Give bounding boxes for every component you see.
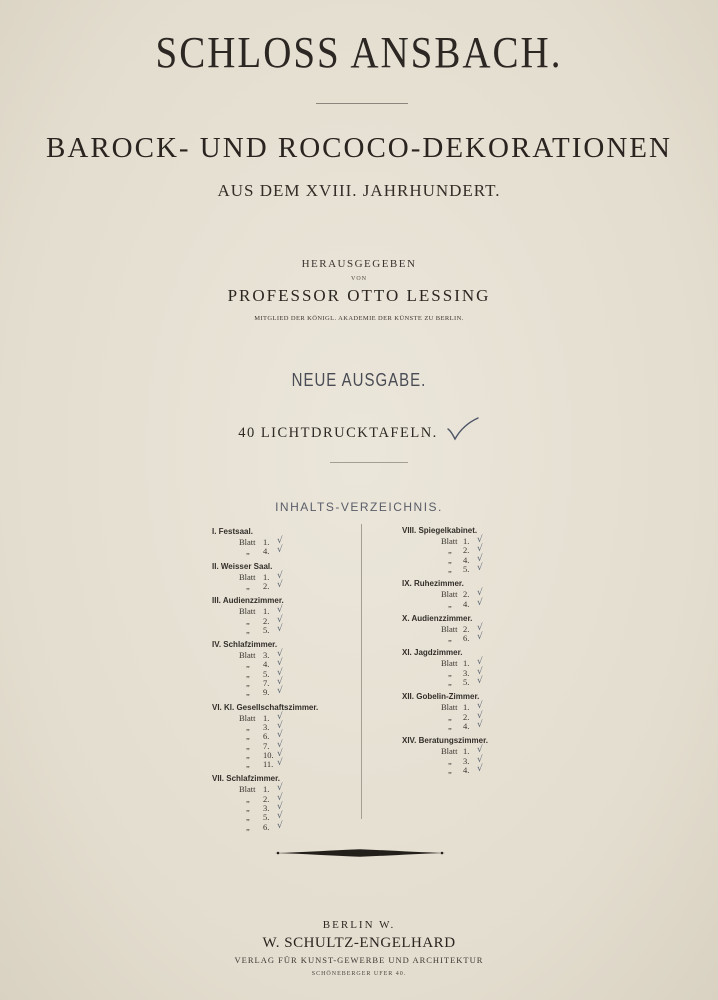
pencil-tick-icon: √	[277, 783, 283, 794]
ditto-mark: „	[246, 580, 250, 591]
toc-section-title: III. Audienzzimmer.	[212, 596, 284, 606]
ditto-mark: „	[246, 803, 250, 813]
ditto-mark: „	[448, 554, 452, 565]
ditto-mark: „	[448, 598, 452, 609]
blatt-label: Blatt	[239, 712, 256, 723]
plate-number: 4.	[463, 764, 470, 775]
pencil-tick-icon: √	[477, 622, 483, 633]
imprint-city: BERLIN W.	[322, 919, 396, 931]
handwritten-check-icon	[446, 417, 480, 446]
ditto-mark: „	[246, 759, 250, 770]
pencil-tick-icon: √	[277, 748, 283, 759]
imprint-address: SCHÖNEBERGER UFER 40.	[311, 971, 407, 977]
page-title: SCHLOSS ANSBACH.	[155, 27, 563, 78]
plates-text: 40 LICHTDRUCKTAFELN.	[238, 425, 438, 441]
plate-number: 1.	[463, 536, 470, 546]
pencil-tick-icon: √	[277, 802, 283, 812]
plate-number: 1.	[263, 606, 270, 617]
pencil-tick-icon: √	[477, 666, 483, 677]
toc-section-title: XII. Gobelin-Zimmer.	[402, 692, 480, 702]
pencil-tick-icon: √	[277, 686, 283, 697]
toc-section-title: I. Festsaal.	[212, 527, 253, 536]
toc-section-title: X. Audienzzimmer.	[402, 613, 473, 623]
blatt-label: Blatt	[441, 536, 458, 546]
pencil-tick-icon: √	[277, 667, 283, 678]
plate-number: 2.	[463, 545, 470, 556]
pencil-tick-icon: √	[477, 701, 483, 712]
pencil-tick-icon: √	[477, 676, 483, 686]
pencil-tick-icon: √	[477, 657, 483, 668]
plate-number: 3.	[263, 721, 270, 732]
ditto-mark: „	[246, 821, 250, 832]
pencil-tick-icon: √	[277, 605, 283, 616]
ditto-mark: „	[448, 633, 452, 644]
toc-section-title: VI. Kl. Gesellschaftszimmer.	[212, 702, 319, 712]
plate-number: 1.	[263, 537, 270, 547]
plate-number: 5.	[463, 563, 470, 574]
plate-number: 10.	[263, 749, 274, 760]
pencil-tick-icon: √	[277, 570, 283, 581]
blatt-label: Blatt	[441, 623, 458, 634]
pencil-tick-icon: √	[277, 545, 283, 556]
plate-number: 6.	[263, 731, 270, 742]
plate-number: 6.	[463, 633, 470, 644]
pencil-tick-icon: √	[277, 811, 283, 822]
plate-number: 1.	[463, 746, 470, 757]
pencil-tick-icon: √	[277, 579, 283, 590]
ditto-mark: „	[246, 546, 250, 557]
plate-number: 2.	[263, 793, 270, 804]
ditto-mark: „	[246, 740, 250, 751]
toc-section-title: VIII. Spiegelkabinet.	[402, 526, 478, 535]
plate-number: 4.	[263, 659, 270, 670]
blatt-label: Blatt	[239, 650, 256, 661]
toc-rule	[330, 462, 408, 463]
plate-number: 5.	[463, 677, 470, 687]
subtitle-century: AUS DEM XVIII. JAHRHUNDERT.	[217, 181, 501, 200]
blatt-label: Blatt	[441, 589, 458, 600]
plate-number: 1.	[463, 658, 470, 669]
edition-label: NEUE AUSGABE.	[291, 370, 427, 391]
ditto-mark: „	[246, 812, 250, 823]
ditto-mark: „	[448, 545, 452, 556]
ditto-mark: „	[448, 667, 452, 678]
pencil-tick-icon: √	[477, 562, 483, 573]
plate-number: 3.	[263, 650, 270, 661]
pencil-tick-icon: √	[277, 758, 283, 769]
plate-number: 2.	[463, 589, 470, 600]
ditto-mark: „	[448, 720, 452, 731]
plate-number: 3.	[463, 755, 470, 766]
plate-number: 2.	[463, 711, 470, 722]
plates-count	[0, 413, 718, 442]
title-rule	[316, 103, 408, 104]
pencil-tick-icon: √	[477, 745, 483, 756]
plate-number: 7.	[263, 678, 270, 688]
toc-title: INHALTS-VERZEICHNIS.	[275, 500, 443, 514]
pencil-tick-icon: √	[277, 711, 283, 722]
ditto-mark: „	[246, 678, 250, 688]
blatt-label: Blatt	[441, 746, 458, 757]
editor-membership: MITGLIED DER KÖNIGL. AKADEMIE DER KÜNSTE ZU BERLIN.	[254, 315, 464, 322]
toc-section-title: IX. Ruhezimmer.	[402, 579, 464, 589]
pencil-tick-icon: √	[477, 597, 483, 608]
plate-number: 2.	[463, 623, 470, 634]
ditto-mark: „	[246, 793, 250, 804]
imprint-publisher: W. SCHULTZ-ENGELHARD	[262, 935, 456, 951]
von-label: VON	[351, 276, 367, 282]
plate-number: 4.	[263, 546, 270, 557]
ditto-mark: „	[246, 659, 250, 670]
ornament-rule-icon	[274, 847, 446, 859]
blatt-label: Blatt	[239, 606, 256, 617]
ditto-mark: „	[246, 721, 250, 732]
plate-number: 1.	[463, 702, 470, 713]
plate-number: 2.	[263, 615, 270, 626]
blatt-label: Blatt	[239, 537, 256, 547]
plate-number: 5.	[263, 624, 270, 635]
pencil-tick-icon: √	[277, 677, 283, 687]
plate-number: 6.	[263, 821, 270, 832]
plate-number: 5.	[263, 668, 270, 679]
plate-number: 3.	[463, 667, 470, 678]
plate-number: 4.	[463, 598, 470, 609]
pencil-tick-icon: √	[477, 544, 483, 555]
toc-section-title: VII. Schlafzimmer.	[212, 774, 281, 784]
pencil-tick-icon: √	[277, 820, 283, 831]
column-divider	[361, 524, 362, 819]
blatt-label: Blatt	[239, 571, 256, 582]
plate-number: 3.	[263, 803, 270, 813]
editor-name: PROFESSOR OTTO LESSING	[227, 286, 491, 305]
blatt-label: Blatt	[441, 658, 458, 669]
pencil-tick-icon: √	[277, 658, 283, 669]
pencil-tick-icon: √	[477, 710, 483, 721]
pencil-tick-icon: √	[477, 535, 483, 545]
published-by-label: HERAUSGEGEBEN	[301, 258, 417, 270]
subtitle: BAROCK- UND ROCOCO-DEKORATIONEN	[46, 132, 672, 164]
ditto-mark: „	[448, 563, 452, 574]
pencil-tick-icon: √	[277, 649, 283, 660]
plate-number: 4.	[463, 554, 470, 565]
plate-number: 1.	[263, 784, 270, 795]
ditto-mark: „	[448, 764, 452, 775]
blatt-label: Blatt	[239, 784, 256, 795]
ditto-mark: „	[246, 687, 250, 698]
imprint-publisher-desc: VERLAG FÜR KUNST-GEWERBE UND ARCHITEKTUR	[234, 955, 484, 965]
plate-number: 2.	[263, 580, 270, 591]
ditto-mark: „	[246, 731, 250, 742]
plate-number: 1.	[263, 712, 270, 723]
ditto-mark: „	[448, 711, 452, 722]
plate-number: 9.	[263, 687, 270, 698]
blatt-label: Blatt	[441, 702, 458, 713]
toc-section-title: XIV. Beratungszimmer.	[402, 736, 488, 746]
pencil-tick-icon: √	[477, 763, 483, 774]
pencil-tick-icon: √	[277, 614, 283, 625]
ditto-mark: „	[246, 615, 250, 626]
pencil-tick-icon: √	[277, 720, 283, 731]
plate-number: 5.	[263, 812, 270, 823]
ditto-mark: „	[448, 755, 452, 766]
ditto-mark: „	[246, 668, 250, 679]
pencil-tick-icon: √	[277, 739, 283, 750]
toc-section-title: XI. Jagdzimmer.	[402, 648, 463, 658]
plate-number: 1.	[263, 571, 270, 582]
ditto-mark: „	[246, 624, 250, 635]
pencil-tick-icon: √	[477, 632, 483, 643]
plate-number: 7.	[263, 740, 270, 751]
pencil-tick-icon: √	[477, 754, 483, 765]
pencil-tick-icon: √	[277, 536, 283, 546]
pencil-tick-icon: √	[277, 792, 283, 803]
plate-number: 4.	[463, 720, 470, 731]
pencil-tick-icon: √	[477, 553, 483, 564]
plate-number: 11.	[263, 759, 274, 770]
toc-section-title: IV. Schlafzimmer.	[212, 640, 278, 650]
ditto-mark: „	[448, 677, 452, 687]
toc-section-title: II. Weisser Saal.	[212, 561, 273, 571]
pencil-tick-icon: √	[477, 719, 483, 730]
pencil-tick-icon: √	[277, 730, 283, 741]
ditto-mark: „	[246, 749, 250, 760]
pencil-tick-icon: √	[277, 623, 283, 634]
pencil-tick-icon: √	[477, 588, 483, 599]
